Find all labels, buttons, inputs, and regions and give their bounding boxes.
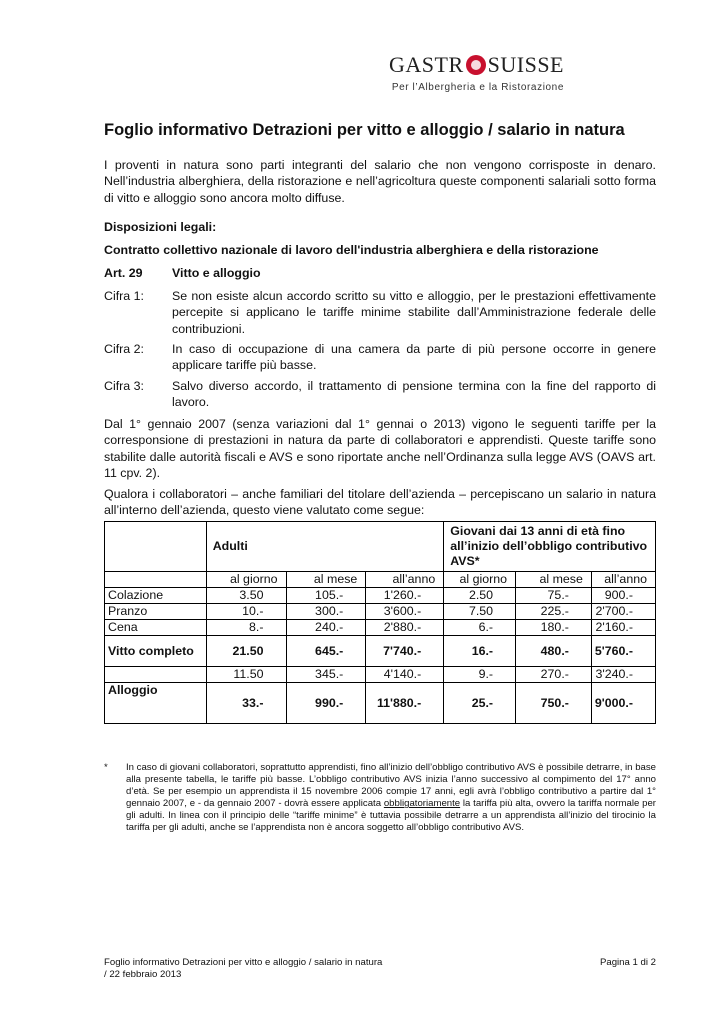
footer-page-number: Pagina 1 di 2	[599, 957, 656, 968]
legal-heading: Disposizioni legali:	[104, 220, 217, 234]
clause-label: Cifra 3:	[104, 379, 144, 393]
clause-3	[104, 378, 656, 411]
table-cell: 25.-	[444, 683, 516, 724]
table-cell: 3'240.-	[591, 667, 655, 683]
table-cell: 3'600.-	[366, 604, 444, 620]
table-cell: 270.-	[516, 667, 592, 683]
table-cell: 9'000.-	[591, 683, 655, 724]
gastrosuisse-logo	[304, 52, 564, 93]
footer-document-info: Foglio informativo Detrazioni per vitto e alloggio / salario in natura / 22 febbraio 2013	[104, 957, 383, 980]
logo-word-right: SUISSE	[487, 52, 564, 77]
table-cell: 480.-	[516, 636, 592, 667]
table-empty-cell	[105, 572, 207, 588]
clause-label: Cifra 2:	[104, 342, 144, 356]
table-row	[105, 604, 656, 620]
period-header: al mese	[286, 572, 366, 588]
article-label: Art. 29	[104, 266, 143, 280]
period-header: al mese	[516, 572, 592, 588]
row-label: Colazione	[105, 588, 207, 604]
clause-1	[104, 288, 656, 337]
footnote-text-part1: In caso di giovani collaboratori, soprattutto apprendisti, fino all’inizio dell’obbligo contributivo AVS è possibile detrarre, in base alla presente tabella, le tariffe più basse. L’obbligo contributivo AVS inizia l’anno successivo al compimento del 17° anno d’età. Se per esempio un apprendista il 15 novembre 2006 compie 17 anni, egli avrà l’obbligo contributivo a partire dal 1° gennaio 2007, e - da gennaio 2007 - dovrà essere applicata	[126, 762, 656, 810]
table-cell: 750.-	[516, 683, 592, 724]
tariffs-table	[104, 521, 656, 724]
table-cell: 3.50	[206, 588, 286, 604]
clause-text: Salvo diverso accordo, il trattamento di pensione termina con la fine del rapporto di lavoro.	[172, 379, 656, 410]
row-label: Pranzo	[105, 604, 207, 620]
table-cell: 645.-	[286, 636, 366, 667]
table-cell: 7'740.-	[366, 636, 444, 667]
table-cell: 990.-	[286, 683, 366, 724]
table-cell: 4'140.-	[366, 667, 444, 683]
row-label: Vitto completo	[105, 636, 207, 667]
table-cell: 180.-	[516, 620, 592, 636]
table-cell: 2'880.-	[366, 620, 444, 636]
footnote-text-part2: la tariffa più alta, ovvero la tariffa normale per gli adulti. In linea con il principio delle “tariffe minime” è tuttavia possibile detrarre a un apprendista all’inizio del tirocinio la tariffa per gli adulti, anche se l’apprendista non è ancora soggetto all’obbligo contributivo AVS.	[126, 798, 656, 834]
table-cell: 2'700.-	[591, 604, 655, 620]
group-header-adults: Adulti	[206, 522, 444, 572]
contract-heading: Contratto collettivo nazionale di lavoro dell'industria alberghiera e della ristorazione	[104, 243, 599, 257]
article-row	[104, 265, 656, 281]
period-header: al giorno	[444, 572, 516, 588]
table-row	[105, 588, 656, 604]
table-cell: 345.-	[286, 667, 366, 683]
table-cell: 75.-	[516, 588, 592, 604]
table-cell: 300.-	[286, 604, 366, 620]
row-label	[105, 667, 207, 683]
table-cell: 1'260.-	[366, 588, 444, 604]
table-cell: 16.-	[444, 636, 516, 667]
table-cell: 240.-	[286, 620, 366, 636]
table-row	[105, 636, 656, 667]
table-cell: 2.50	[444, 588, 516, 604]
valuation-paragraph: Qualora i collaboratori – anche familiari del titolare dell’azienda – percepiscano un salario in natura all’interno dell’azienda, questo viene valutato come segue:	[104, 487, 656, 518]
article-title: Vitto e alloggio	[172, 266, 261, 280]
clause-2	[104, 341, 656, 374]
footnote	[104, 762, 656, 835]
row-label: Cena	[105, 620, 207, 636]
row-label: Alloggio	[105, 683, 207, 724]
logo-word-left: GASTR	[389, 52, 464, 77]
table-cell: 33.-	[206, 683, 286, 724]
document-title: Foglio informativo Detrazioni per vitto e alloggio / salario in natura	[104, 121, 625, 139]
table-row	[105, 683, 656, 724]
table-period-header-row	[105, 572, 656, 588]
table-cell: 900.-	[591, 588, 655, 604]
clause-text: In caso di occupazione di una camera da parte di più persone occorre in genere applicare tariffe più basse.	[172, 342, 656, 373]
table-cell: 9.-	[444, 667, 516, 683]
clause-label: Cifra 1:	[104, 289, 144, 303]
table-cell: 7.50	[444, 604, 516, 620]
table-cell: 11'880.-	[366, 683, 444, 724]
table-cell: 10.-	[206, 604, 286, 620]
period-header: all’anno	[591, 572, 655, 588]
table-corner-cell	[105, 522, 207, 572]
tariffs-paragraph: Dal 1° gennaio 2007 (senza variazioni dal 1° gennai o 2013) vigono le seguenti tariffe per la corresponsione di prestazioni in natura da parte di collaboratori e apprendisti. Queste tariffe sono stabilite dalle autorità fiscali e AVS e sono riportate anche nell’Ordinanza sulla legge AVS (OAVS art. 11 cpv. 2).	[104, 417, 656, 480]
table-cell: 21.50	[206, 636, 286, 667]
table-cell: 8.-	[206, 620, 286, 636]
footnote-text	[126, 762, 656, 835]
group-header-youth: Giovani dai 13 anni di età fino all’inizio dell’obbligo contributivo AVS*	[444, 522, 656, 572]
footnote-mark: *	[104, 762, 108, 773]
table-row	[105, 667, 656, 683]
period-header: al giorno	[206, 572, 286, 588]
clause-text: Se non esiste alcun accordo scritto su vitto e alloggio, per le prestazioni effettivamente percepite si applicano le tariffe minime stabilite dall’Amministrazione federale delle contribuzioni.	[172, 289, 656, 336]
table-cell: 2'160.-	[591, 620, 655, 636]
footnote-underlined-word: obbligatoriamente	[383, 798, 461, 810]
table-row	[105, 620, 656, 636]
intro-paragraph: I proventi in natura sono parti integranti del salario che non vengono corrisposte in denaro. Nell’industria alberghiera, della ristorazione e nell’agricoltura queste componenti salariali sotto forma di vitto e alloggio sono ancora molto diffuse.	[104, 158, 656, 205]
logo-emblem-icon	[466, 55, 486, 75]
table-cell: 5'760.-	[591, 636, 655, 667]
table-cell: 6.-	[444, 620, 516, 636]
logo-wordmark	[304, 52, 564, 78]
table-cell: 11.50	[206, 667, 286, 683]
logo-tagline: Per l’Albergheria e la Ristorazione	[391, 82, 564, 93]
table-cell: 105.-	[286, 588, 366, 604]
table-cell: 225.-	[516, 604, 592, 620]
table-group-header-row	[105, 522, 656, 572]
period-header: all’anno	[366, 572, 444, 588]
